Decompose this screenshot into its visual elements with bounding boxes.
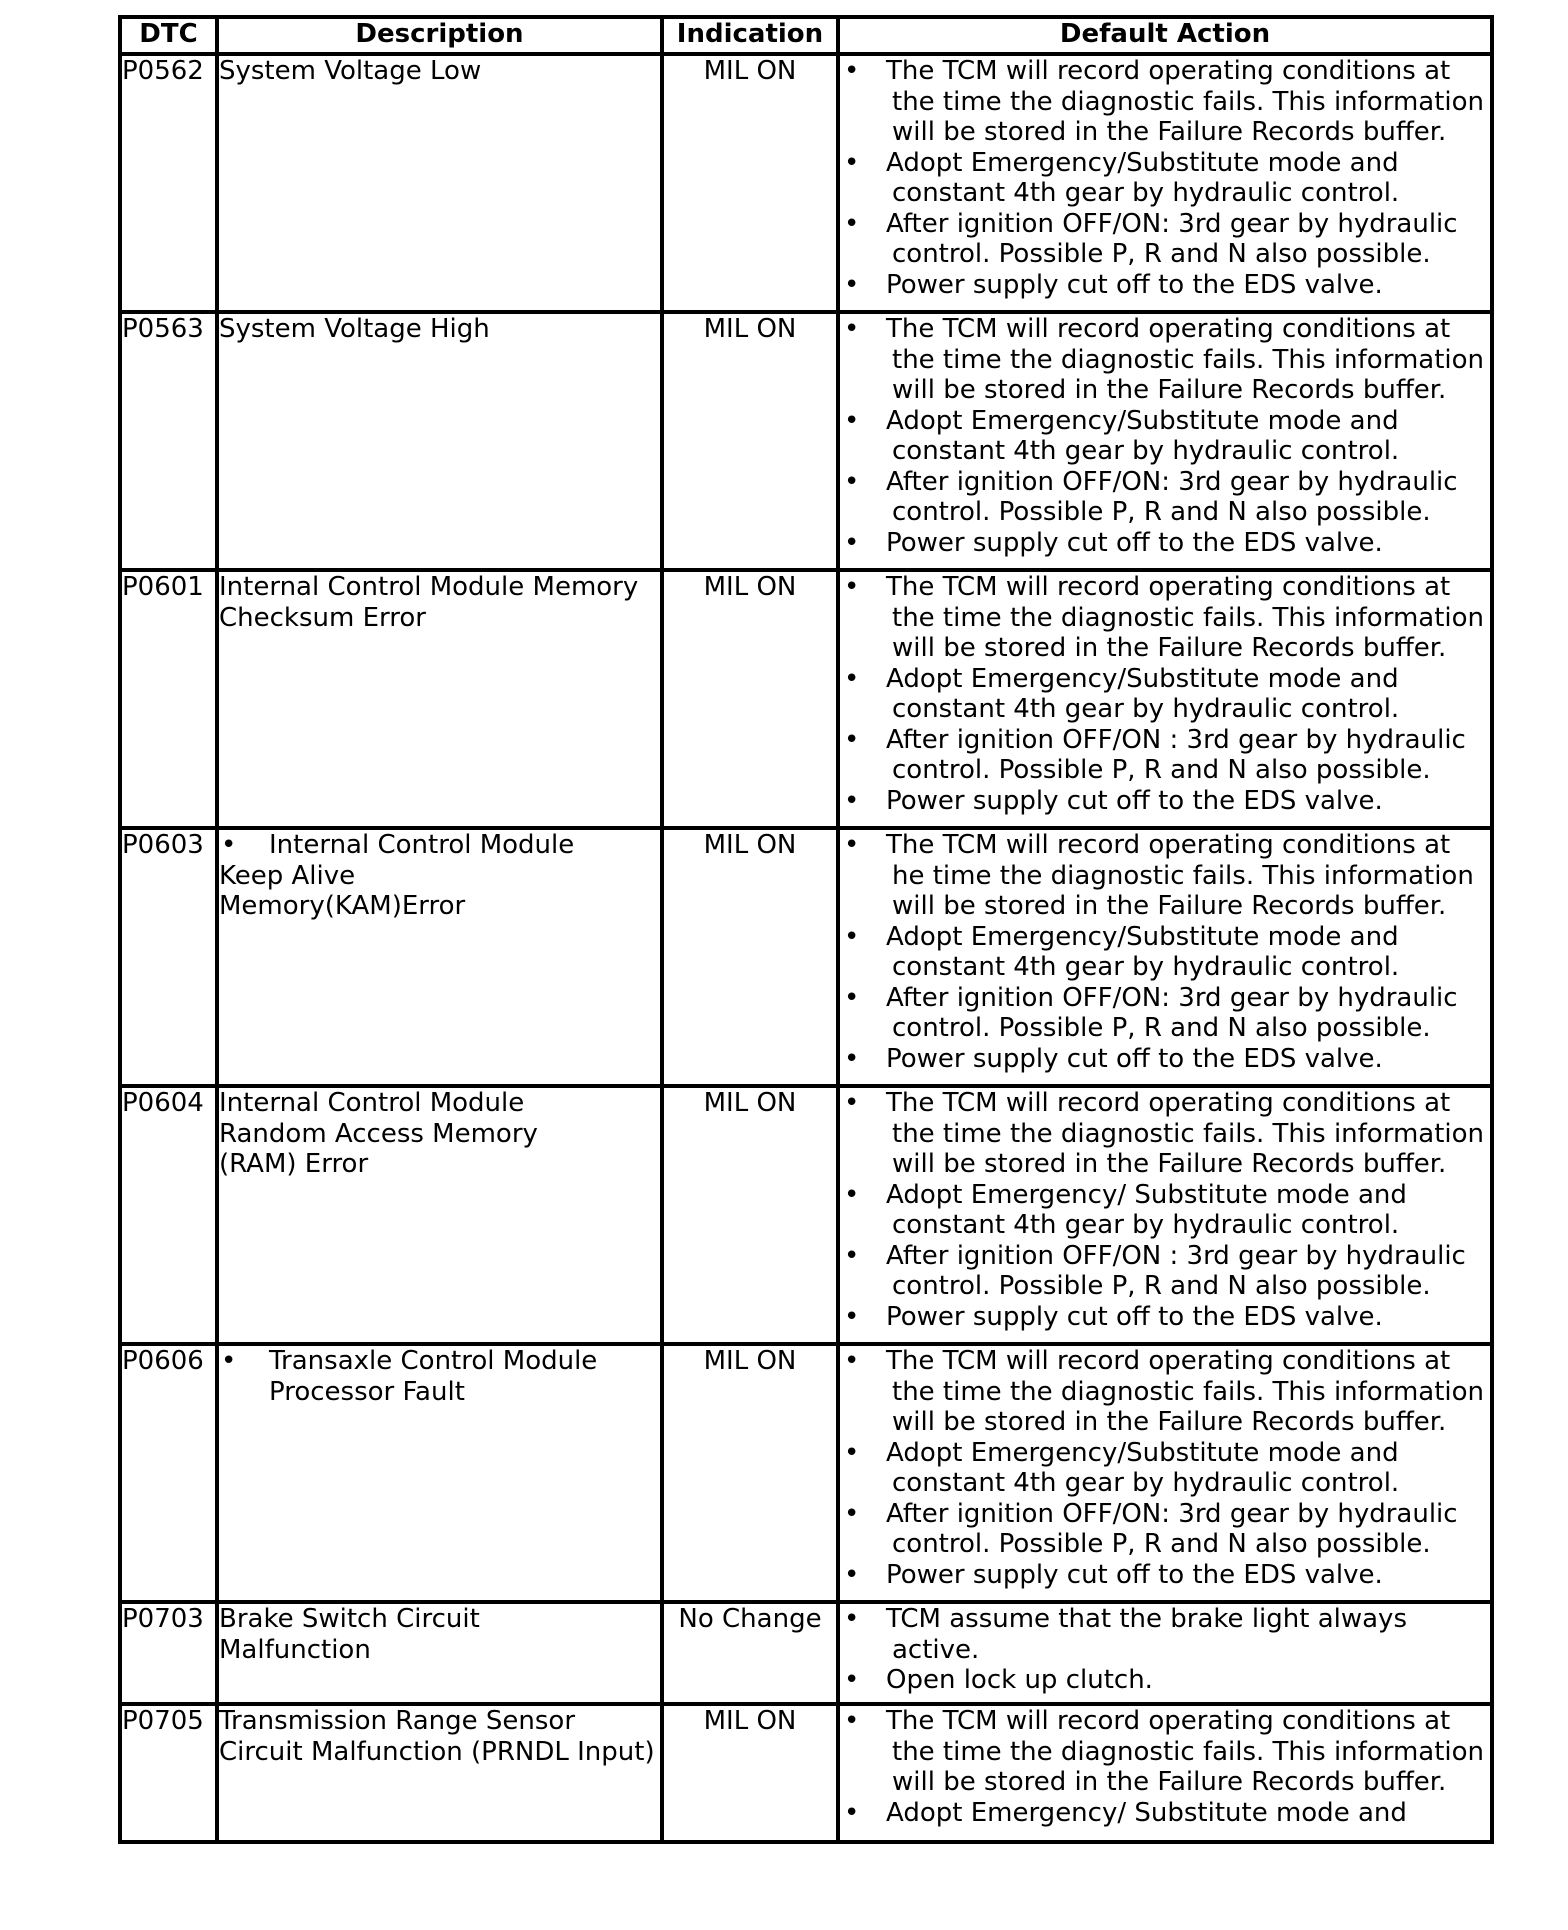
action-item: • The TCM will record operating conditions at the time the diagnostic fails. This information will be stored in the Failure Records buffer. — [840, 1706, 1490, 1798]
dtc-code: P0606 — [120, 1344, 217, 1602]
header-description: Description — [217, 17, 662, 54]
description-line: Keep Alive — [219, 860, 356, 891]
action-item: • Adopt Emergency/Substitute mode and constant 4th gear by hydraulic control. — [840, 148, 1490, 209]
table-row — [120, 1344, 1492, 1602]
description-bullet: • Transaxle Control Module Processor Fault — [219, 1346, 660, 1407]
action-item: • After ignition OFF/ON: 3rd gear by hydraulic control. Possible P, R and N also possible. — [840, 983, 1490, 1044]
action-item: • Power supply cut off to the EDS valve. — [840, 1044, 1490, 1075]
dtc-indication: No Change — [662, 1602, 838, 1704]
dtc-description: System Voltage High — [217, 312, 662, 570]
dtc-code: P0603 — [120, 828, 217, 1086]
description-bullet: • Internal Control Module — [219, 830, 660, 861]
dtc-description — [217, 1086, 662, 1344]
action-list — [840, 572, 1490, 816]
action-item: • Adopt Emergency/Substitute mode and constant 4th gear by hydraulic control. — [840, 406, 1490, 467]
action-list — [840, 314, 1490, 558]
default-action-cell — [838, 54, 1492, 312]
table-row — [120, 828, 1492, 1086]
action-item: • The TCM will record operating conditions at the time the diagnostic fails. This information will be stored in the Failure Records buffer. — [840, 572, 1490, 664]
dtc-table — [118, 15, 1494, 1844]
dtc-description — [217, 1704, 662, 1842]
action-item: • After ignition OFF/ON : 3rd gear by hydraulic control. Possible P, R and N also possible. — [840, 1241, 1490, 1302]
action-item: • The TCM will record operating conditions at the time the diagnostic fails. This information will be stored in the Failure Records buffer. — [840, 1088, 1490, 1180]
dtc-indication: MIL ON — [662, 1344, 838, 1602]
description-line: Random Access Memory — [219, 1118, 538, 1149]
table-row — [120, 312, 1492, 570]
dtc-indication: MIL ON — [662, 1086, 838, 1344]
action-item: • Adopt Emergency/ Substitute mode and constant 4th gear by hydraulic control. — [840, 1180, 1490, 1241]
description-line: Transmission Range Sensor — [219, 1706, 576, 1736]
action-item: • The TCM will record operating conditions at he time the diagnostic fails. This information will be stored in the Failure Records buffer. — [840, 830, 1490, 922]
header-dtc: DTC — [120, 17, 217, 54]
dtc-code: P0563 — [120, 312, 217, 570]
action-item: • Open lock up clutch. — [840, 1665, 1490, 1696]
action-item: • Adopt Emergency/Substitute mode and constant 4th gear by hydraulic control. — [840, 922, 1490, 983]
default-action-cell — [838, 1704, 1492, 1842]
description-line: Internal Control Module — [219, 1088, 525, 1118]
action-item: • Power supply cut off to the EDS valve. — [840, 1560, 1490, 1591]
table-row — [120, 1086, 1492, 1344]
header-indication: Indication — [662, 17, 838, 54]
action-item: • Adopt Emergency/ Substitute mode and — [840, 1798, 1490, 1829]
dtc-code: P0705 — [120, 1704, 217, 1842]
default-action-cell — [838, 1602, 1492, 1704]
action-item: • After ignition OFF/ON: 3rd gear by hydraulic control. Possible P, R and N also possible. — [840, 467, 1490, 528]
description-line: Brake Switch Circuit — [219, 1604, 480, 1634]
dtc-indication: MIL ON — [662, 828, 838, 1086]
action-item: • After ignition OFF/ON : 3rd gear by hydraulic control. Possible P, R and N also possible. — [840, 725, 1490, 786]
action-list — [840, 1346, 1490, 1590]
action-item: • The TCM will record operating conditions at the time the diagnostic fails. This information will be stored in the Failure Records buffer. — [840, 56, 1490, 148]
dtc-code: P0562 — [120, 54, 217, 312]
table-row — [120, 1704, 1492, 1842]
default-action-cell — [838, 828, 1492, 1086]
dtc-code: P0601 — [120, 570, 217, 828]
description-line: Memory(KAM)Error — [219, 891, 466, 921]
table-row — [120, 1602, 1492, 1704]
dtc-indication: MIL ON — [662, 54, 838, 312]
dtc-description — [217, 828, 662, 1086]
action-list — [840, 1604, 1490, 1696]
action-item: • The TCM will record operating conditions at the time the diagnostic fails. This information will be stored in the Failure Records buffer. — [840, 1346, 1490, 1438]
dtc-description — [217, 1344, 662, 1602]
action-item: • After ignition OFF/ON: 3rd gear by hydraulic control. Possible P, R and N also possible. — [840, 209, 1490, 270]
action-item: • Power supply cut off to the EDS valve. — [840, 1302, 1490, 1333]
dtc-description: System Voltage Low — [217, 54, 662, 312]
dtc-description: Internal Control Module Memory Checksum Error — [217, 570, 662, 828]
default-action-cell — [838, 1344, 1492, 1602]
action-list — [840, 830, 1490, 1074]
action-item: • Power supply cut off to the EDS valve. — [840, 270, 1490, 301]
action-item: • After ignition OFF/ON: 3rd gear by hydraulic control. Possible P, R and N also possible. — [840, 1499, 1490, 1560]
dtc-indication: MIL ON — [662, 312, 838, 570]
dtc-description — [217, 1602, 662, 1704]
table-row — [120, 570, 1492, 828]
default-action-cell — [838, 1086, 1492, 1344]
description-line: Malfunction — [219, 1634, 371, 1665]
description-line: Circuit Malfunction (PRNDL Input) — [219, 1736, 655, 1767]
action-item: • The TCM will record operating conditions at the time the diagnostic fails. This information will be stored in the Failure Records buffer. — [840, 314, 1490, 406]
action-list — [840, 1706, 1490, 1828]
action-item: • TCM assume that the brake light always active. — [840, 1604, 1490, 1665]
description-line: (RAM) Error — [219, 1149, 369, 1179]
default-action-cell — [838, 312, 1492, 570]
action-item: • Adopt Emergency/Substitute mode and constant 4th gear by hydraulic control. — [840, 1438, 1490, 1499]
action-item: • Power supply cut off to the EDS valve. — [840, 528, 1490, 559]
dtc-indication: MIL ON — [662, 570, 838, 828]
dtc-indication: MIL ON — [662, 1704, 838, 1842]
action-list — [840, 1088, 1490, 1332]
default-action-cell — [838, 570, 1492, 828]
header-default-action: Default Action — [838, 17, 1492, 54]
action-item: • Adopt Emergency/Substitute mode and constant 4th gear by hydraulic control. — [840, 664, 1490, 725]
dtc-code: P0604 — [120, 1086, 217, 1344]
action-list — [840, 56, 1490, 300]
action-item: • Power supply cut off to the EDS valve. — [840, 786, 1490, 817]
table-header-row — [120, 17, 1492, 54]
dtc-code: P0703 — [120, 1602, 217, 1704]
table-row — [120, 54, 1492, 312]
